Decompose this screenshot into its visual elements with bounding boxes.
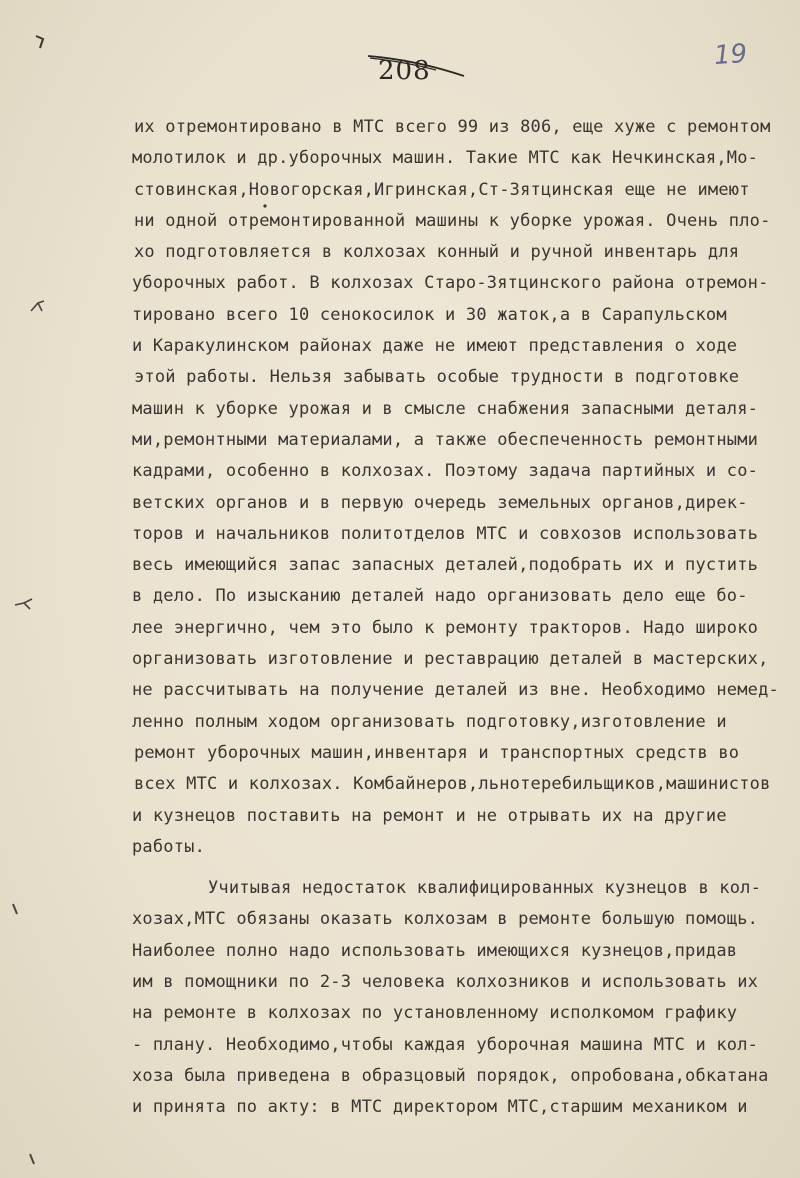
margin-mark-bottom <box>28 1150 38 1162</box>
text-line: хозах,МТС обязаны оказать колхозам в ремонте большую помощь. <box>132 909 759 930</box>
margin-mark-top <box>34 34 46 50</box>
margin-mark-left-3 <box>10 900 20 912</box>
text-line: работы. <box>132 836 206 857</box>
text-line: в дело. По изысканию деталей надо организовать дело еще бо- <box>132 586 748 607</box>
text-line: их отремонтировано в МТС всего 99 из 806, еще хуже с ремонтом <box>134 117 771 137</box>
text-line: кадрами, особенно в колхозах. Поэтому задача партийных и со- <box>132 461 759 482</box>
text-line: не рассчитывать на получение деталей из вне. Необходимо немед- <box>132 680 779 701</box>
text-line: им в помощники по 2-3 человека колхозников и использовать их <box>132 972 759 993</box>
page-number: 208 <box>378 56 431 86</box>
text-line: стовинская,Новогорская,Игринская,Ст-Зятцинская еще не имеют <box>134 179 750 200</box>
margin-mark-left-1 <box>30 298 46 312</box>
text-line: на ремонте в колхозах по установленному исполкомом графику <box>132 1003 738 1024</box>
typed-text-block <box>122 112 792 1124</box>
text-line: весь имеющийся запас запасных деталей,подобрать их и пустить <box>132 555 759 576</box>
text-line: Учитывая недостаток квалифицированных кузнецов в кол- <box>208 878 762 899</box>
text-line: организовать изготовление и реставрацию деталей в мастерских, <box>132 649 769 670</box>
text-line: молотилок и др.уборочных машин. Такие МТС как Нечкинская,Мо- <box>132 148 759 169</box>
text-line: ремонт уборочных машин,инвентаря и транспортных средств во <box>134 742 740 763</box>
text-line: и Каракулинском районах даже не имеют представления о ходе <box>132 336 738 357</box>
archive-page-number: 19 <box>712 38 749 72</box>
text-line: ни одной отремонтированной машины к уборке урожая. Очень пло- <box>134 210 771 231</box>
text-line: ветских органов и в первую очередь земельных органов,дирек- <box>132 492 748 513</box>
text-line: тировано всего 10 сенокосилок и 30 жаток,а в Сарапульском <box>132 304 727 325</box>
text-line: - плану. Необходимо,чтобы каждая уборочная машина МТС и кол- <box>132 1034 759 1055</box>
text-line: этой работы. Нельзя забывать особые трудности в подготовке <box>134 367 740 388</box>
margin-mark-left-2 <box>14 596 34 610</box>
text-line: хоза была приведена в образцовый порядок, опробована,обкатана <box>132 1065 769 1086</box>
text-line: ми,ремонтными материалами, а также обеспеченность ремонтными <box>132 429 759 450</box>
text-line: машин к уборке урожая и в смысле снабжения запасными деталя- <box>132 398 759 419</box>
text-line: и принята по акту: в МТС директором МТС,старшим механиком и <box>132 1097 748 1118</box>
text-line: ленно полным ходом организовать подготовку,изготовление и <box>132 711 727 732</box>
text-line: и кузнецов поставить на ремонт и не отрывать их на другие <box>132 805 727 826</box>
text-line: уборочных работ. В колхозах Старо-Зятцинского района отремон- <box>132 273 769 294</box>
text-line: торов и начальников политотделов МТС и совхозов использовать <box>132 523 759 544</box>
text-line: хо подготовляется в колхозах конный и ручной инвентарь для <box>134 242 740 263</box>
text-line: всех МТС и колхозах. Комбайнеров,льнотеребильщиков,машинистов <box>134 774 771 795</box>
text-line: Наиболее полно надо использовать имеющихся кузнецов,придав <box>132 940 738 961</box>
text-line: лее энергично, чем это было к ремонту тракторов. Надо широко <box>132 617 759 638</box>
